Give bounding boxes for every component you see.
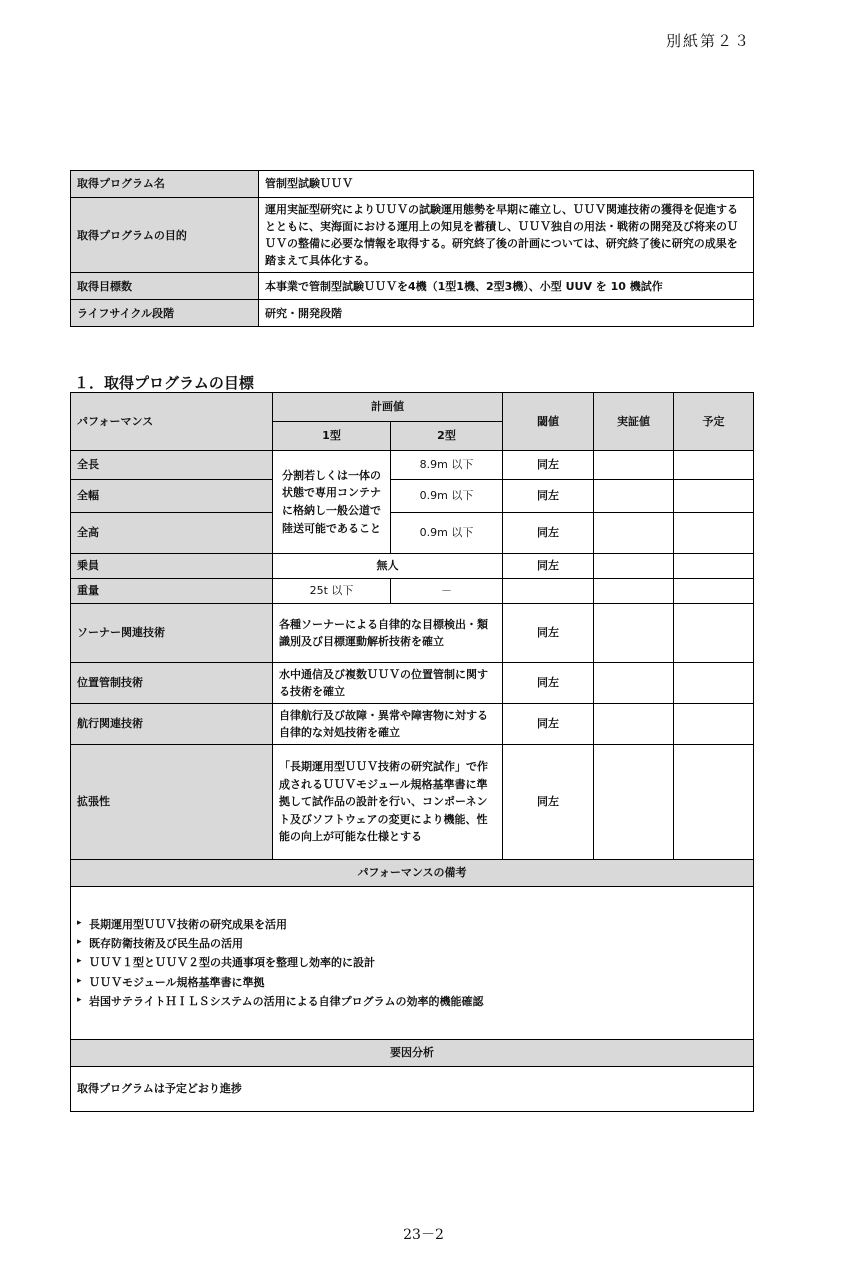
height-label: 全高 xyxy=(71,513,273,554)
sonar-threshold: 同左 xyxy=(503,604,594,663)
attachment-label: 別紙第２３ xyxy=(665,32,751,50)
target-quantity-value: 本事業で管制型試験ＵＵＶを4機（1型1機、2型3機）、小型 UUV を 10 機試作 xyxy=(259,273,754,300)
remarks-body xyxy=(71,887,754,1040)
lifecycle-value: 研究・開発段階 xyxy=(259,300,754,327)
table-row xyxy=(71,513,754,554)
table-row xyxy=(71,480,754,513)
navigation-scheduled xyxy=(674,704,754,745)
table-row xyxy=(71,273,754,300)
crew-value: 無人 xyxy=(273,554,503,579)
weight-scheduled xyxy=(674,579,754,604)
height-scheduled xyxy=(674,513,754,554)
height-actual xyxy=(594,513,674,554)
table-row xyxy=(71,579,754,604)
length-type2-value: 8.9m 以下 xyxy=(391,451,503,480)
page-number: 23－2 xyxy=(403,1227,444,1243)
navigation-actual xyxy=(594,704,674,745)
extensibility-label: 拡張性 xyxy=(71,745,273,860)
actual-value-header: 実証値 xyxy=(594,393,674,451)
program-purpose-value: 運用実証型研究によりＵＵＶの試験運用態勢を早期に確立し、ＵＵＶ関連技術の獲得を促進するとともに、実海面における運用上の知見を蓄積し、ＵＵＶ独自の用法・戦術の開発及び将来のＵＵＶの整備に必要な情報を取得する。研究終了後の計画については、研究終了後に研究の成果を踏まえて具体化する。 xyxy=(259,198,754,273)
sonar-scheduled xyxy=(674,604,754,663)
extensibility-actual xyxy=(594,745,674,860)
list-item: ▸ ＵＵＶモジュール規格基準書に準拠 xyxy=(77,973,747,992)
table-row xyxy=(71,171,754,198)
type2-header: 2型 xyxy=(391,422,503,451)
extensibility-threshold: 同左 xyxy=(503,745,594,860)
list-item: ▸ 長期運用型ＵＵＶ技術の研究成果を活用 xyxy=(77,915,747,934)
extensibility-scheduled xyxy=(674,745,754,860)
crew-scheduled xyxy=(674,554,754,579)
table-row xyxy=(71,604,754,663)
navigation-value: 自律航行及び故障・異常や障害物に対する自律的な対処技術を確立 xyxy=(273,704,503,745)
program-name-label: 取得プログラム名 xyxy=(71,171,259,198)
dimension-requirement: 分割若しくは一体の状態で専用コンテナに格納し一般公道で陸送可能であること xyxy=(273,451,391,554)
table-row xyxy=(71,887,754,1040)
table-row xyxy=(71,1067,754,1112)
table-row xyxy=(71,198,754,273)
lifecycle-label: ライフサイクル段階 xyxy=(71,300,259,327)
remarks-title: パフォーマンスの備考 xyxy=(71,860,754,887)
section-title: １．取得プログラムの目標 xyxy=(74,374,254,392)
threshold-header: 閾値 xyxy=(503,393,594,451)
width-type2-value: 0.9m 以下 xyxy=(391,480,503,513)
length-actual xyxy=(594,451,674,480)
length-label: 全長 xyxy=(71,451,273,480)
length-scheduled xyxy=(674,451,754,480)
crew-label: 乗員 xyxy=(71,554,273,579)
length-threshold: 同左 xyxy=(503,451,594,480)
sonar-actual xyxy=(594,604,674,663)
position-control-label: 位置管制技術 xyxy=(71,663,273,704)
type1-header: 1型 xyxy=(273,422,391,451)
width-threshold: 同左 xyxy=(503,480,594,513)
weight-threshold xyxy=(503,579,594,604)
program-name-value: 管制型試験ＵＵＶ xyxy=(259,171,754,198)
factor-analysis-title: 要因分析 xyxy=(71,1040,754,1067)
width-label: 全幅 xyxy=(71,480,273,513)
table-header-row xyxy=(71,393,754,422)
table-row xyxy=(71,300,754,327)
table-row xyxy=(71,704,754,745)
list-item: ▸ ＵＵＶ１型とＵＵＶ２型の共通事項を整理し効率的に設計 xyxy=(77,953,747,972)
remarks-list xyxy=(77,915,747,1011)
sonar-label: ソーナー関連技術 xyxy=(71,604,273,663)
weight-type2-value: － xyxy=(391,579,503,604)
position-control-scheduled xyxy=(674,663,754,704)
table-row xyxy=(71,860,754,887)
list-item: ▸ 岩国サテライトＨＩＬＳシステムの活用による自律プログラムの効率的機能確認 xyxy=(77,992,747,1011)
table-row xyxy=(71,451,754,480)
width-scheduled xyxy=(674,480,754,513)
sonar-value: 各種ソーナーによる自律的な目標検出・類識別及び目標運動解析技術を確立 xyxy=(273,604,503,663)
crew-threshold: 同左 xyxy=(503,554,594,579)
position-control-actual xyxy=(594,663,674,704)
position-control-value: 水中通信及び複数ＵＵＶの位置管制に関する技術を確立 xyxy=(273,663,503,704)
weight-label: 重量 xyxy=(71,579,273,604)
width-actual xyxy=(594,480,674,513)
target-quantity-label: 取得目標数 xyxy=(71,273,259,300)
program-purpose-label: 取得プログラムの目的 xyxy=(71,198,259,273)
weight-actual xyxy=(594,579,674,604)
list-item: ▸ 既存防衛技術及び民生品の活用 xyxy=(77,934,747,953)
table-row xyxy=(71,554,754,579)
position-control-threshold: 同左 xyxy=(503,663,594,704)
table-row xyxy=(71,1040,754,1067)
performance-header: パフォーマンス xyxy=(71,393,273,451)
navigation-label: 航行関連技術 xyxy=(71,704,273,745)
table-row xyxy=(71,663,754,704)
factor-analysis-text: 取得プログラムは予定どおり進捗 xyxy=(71,1067,754,1112)
program-summary-table xyxy=(70,170,754,327)
scheduled-header: 予定 xyxy=(674,393,754,451)
navigation-threshold: 同左 xyxy=(503,704,594,745)
crew-actual xyxy=(594,554,674,579)
extensibility-value: 「長期運用型ＵＵＶ技術の研究試作」で作成されるＵＵＶモジュール規格基準書に準拠して試作品の設計を行い、コンポーネント及びソフトウェアの変更により機能、性能の向上が可能な仕様とする xyxy=(273,745,503,860)
plan-value-header: 計画値 xyxy=(273,393,503,422)
performance-table xyxy=(70,392,754,1112)
weight-type1-value: 25t 以下 xyxy=(273,579,391,604)
table-row xyxy=(71,745,754,860)
height-type2-value: 0.9m 以下 xyxy=(391,513,503,554)
height-threshold: 同左 xyxy=(503,513,594,554)
